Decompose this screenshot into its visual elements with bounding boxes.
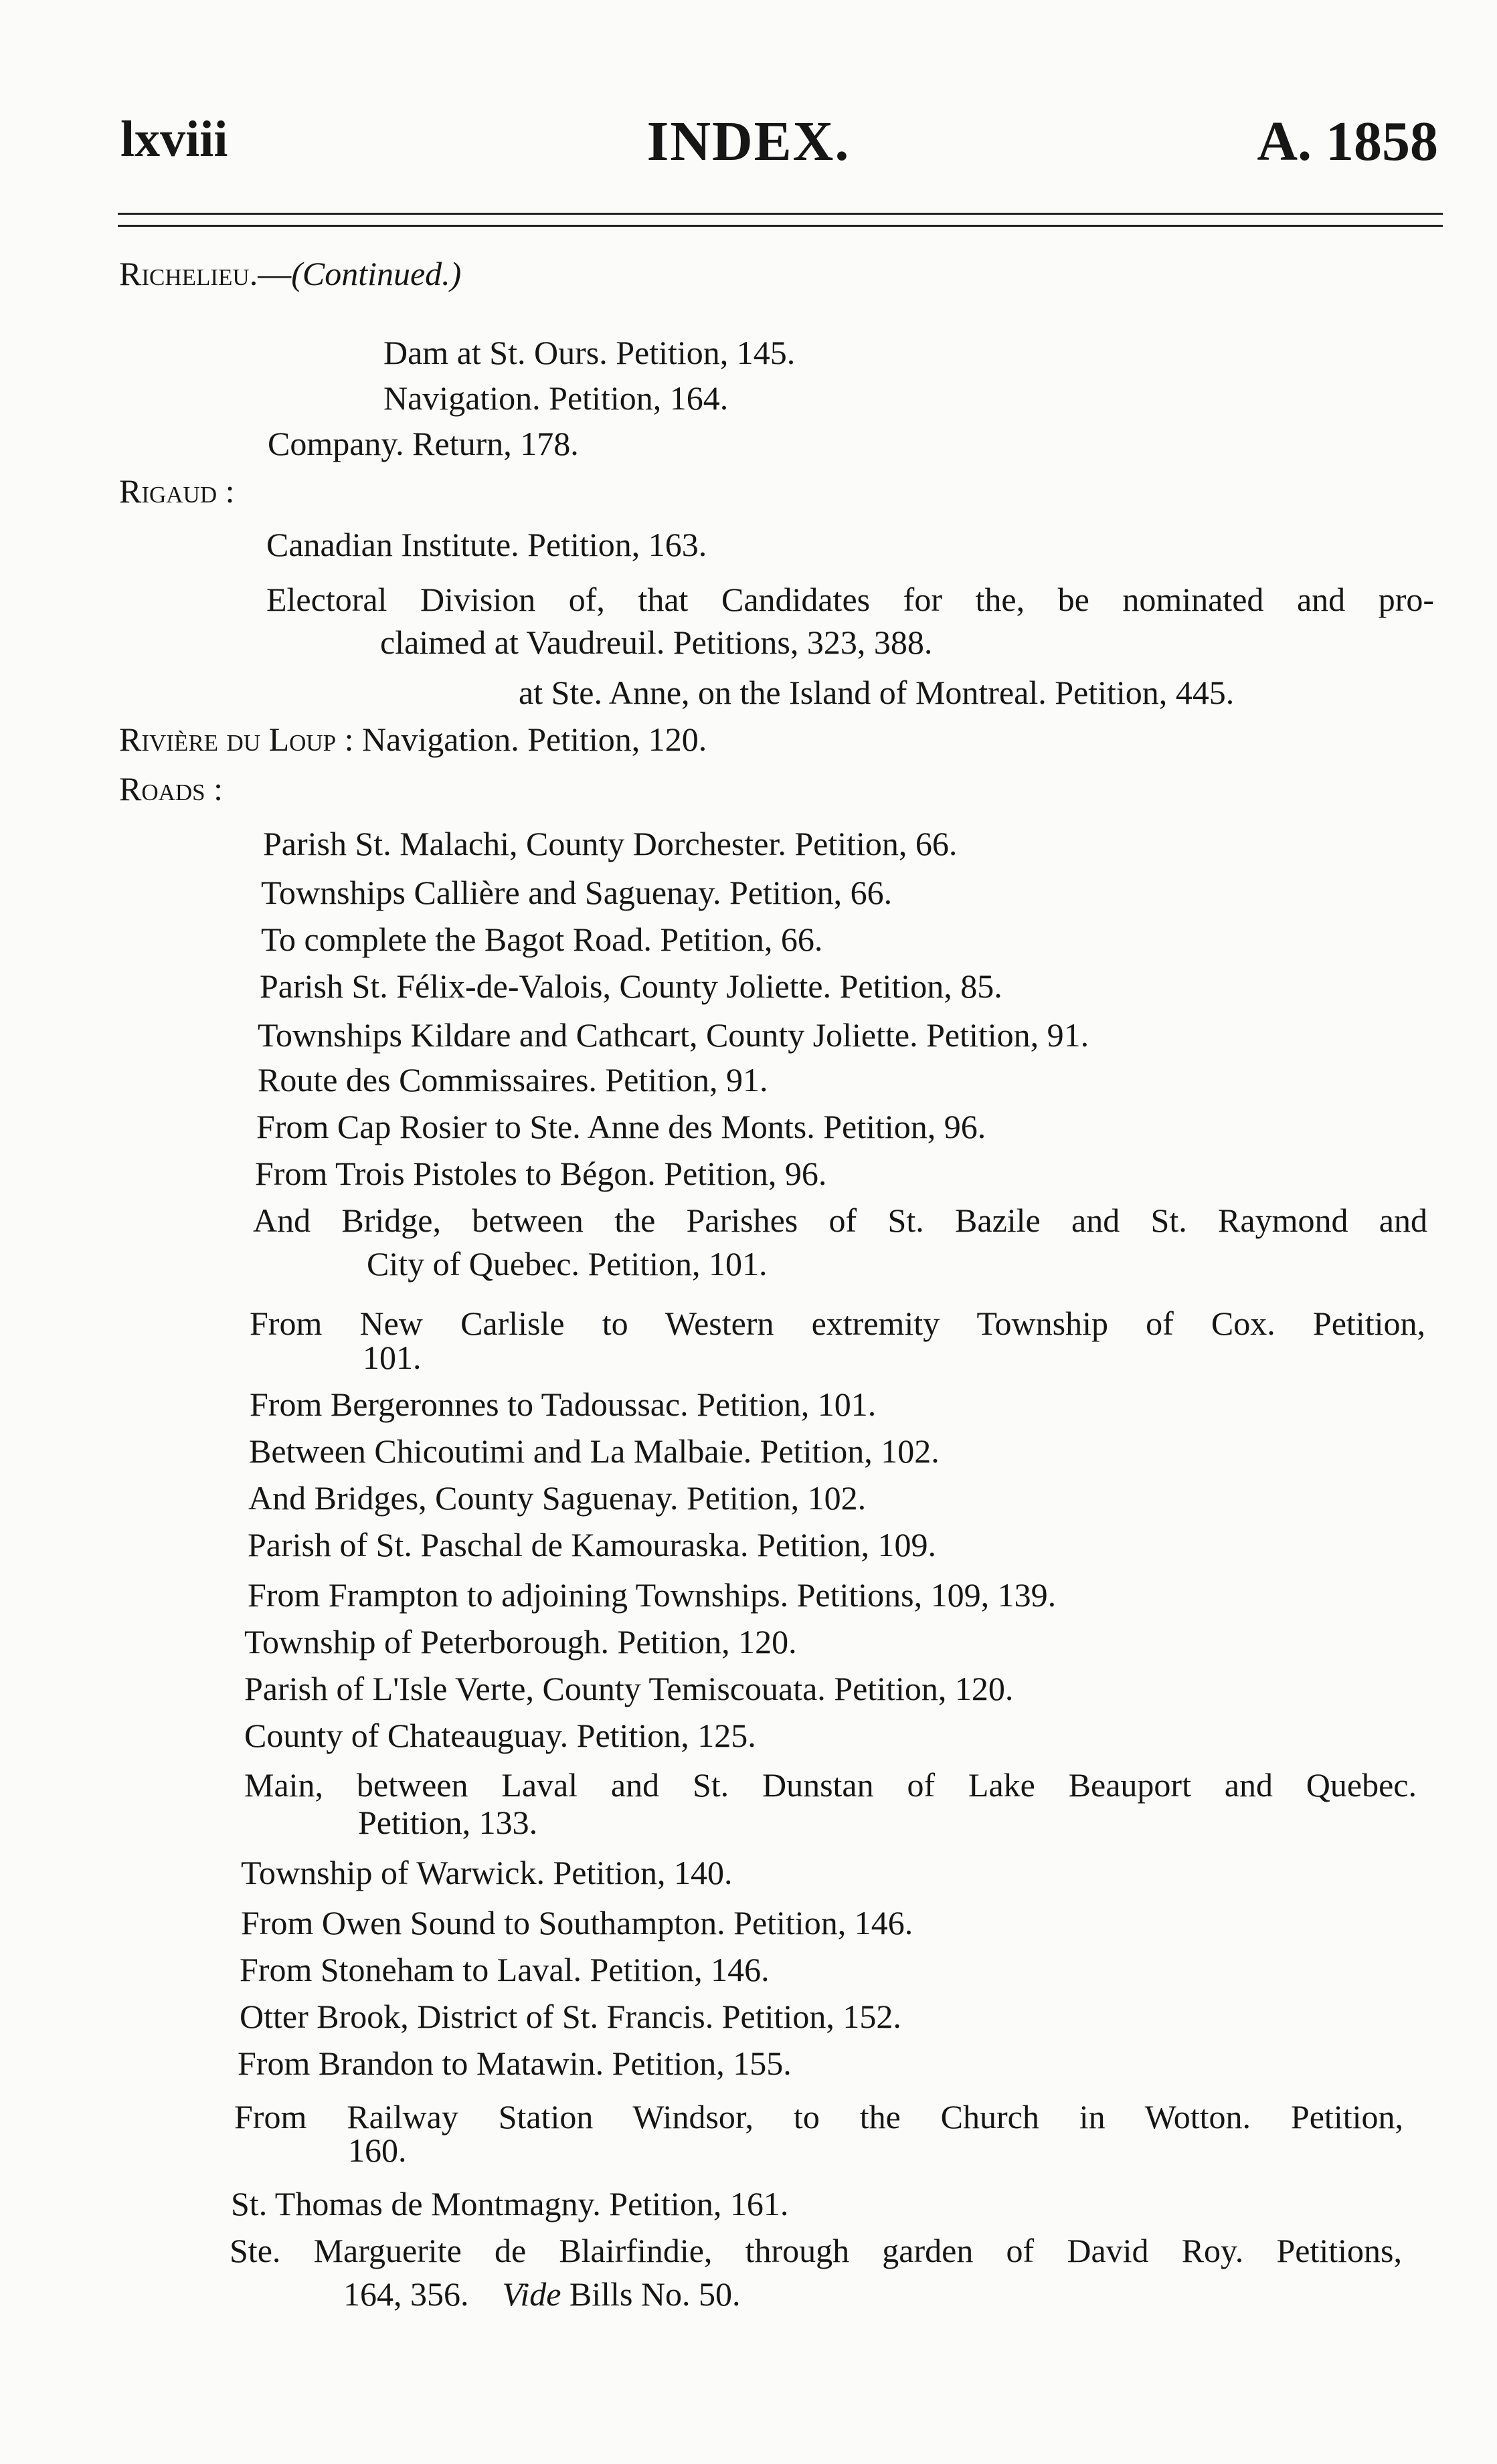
index-entry-continuation: Petition, 133. [358, 1804, 538, 1841]
index-entry: Township of Peterborough. Petition, 120. [244, 1623, 797, 1661]
index-entry: at Ste. Anne, on the Island of Montreal. Petition, 445. [519, 674, 1235, 711]
index-entry: From Railway Station Windsor, to the Church in Wotton. Petition, [234, 2098, 1403, 2136]
index-entry: From Bergeronnes to Tadoussac. Petition, 101. [250, 1386, 877, 1423]
index-entry: County of Chateauguay. Petition, 125. [244, 1717, 756, 1754]
index-entry-continuation: claimed at Vaudreuil. Petitions, 323, 388. [380, 624, 933, 661]
index-entry: Dam at St. Ours. Petition, 145. [383, 334, 796, 371]
index-entry-continuation: City of Quebec. Petition, 101. [367, 1245, 768, 1283]
index-entry: Company. Return, 178. [268, 425, 579, 462]
header-rule-top [118, 213, 1443, 215]
index-entry: Electoral Division of, that Candidates for the, be nominated and pro- [266, 581, 1434, 618]
index-entry: From Frampton to adjoining Townships. Petitions, 109, 139. [248, 1576, 1057, 1614]
index-entry: From Trois Pistoles to Bégon. Petition, 96. [255, 1155, 827, 1192]
index-entry: Townships Callière and Saguenay. Petition, 66. [261, 874, 893, 911]
header-rule-bottom [118, 225, 1443, 227]
index-entry: Townships Kildare and Cathcart, County Joliette. Petition, 91. [258, 1016, 1089, 1054]
index-entry-continuation: 160. [348, 2131, 407, 2169]
index-entry: And Bridge, between the Parishes of St. Bazile and St. Raymond and [253, 1202, 1427, 1239]
index-entry: To complete the Bagot Road. Petition, 66. [261, 921, 823, 958]
section-heading-rigaud: Rigaud : [119, 472, 235, 510]
index-entry: From Owen Sound to Southampton. Petition, 146. [241, 1904, 913, 1941]
index-entry: Between Chicoutimi and La Malbaie. Petition, 102. [249, 1432, 940, 1470]
index-entry: Township of Warwick. Petition, 140. [241, 1854, 733, 1891]
section-heading-roads: Roads : [119, 770, 224, 808]
section-heading-richelieu: Richelieu.—(Continued.) [119, 255, 462, 292]
index-entry: Ste. Marguerite de Blairfindie, through garden of David Roy. Petitions, [230, 2232, 1402, 2269]
index-entry: Parish of L'Isle Verte, County Temiscouata. Petition, 120. [244, 1670, 1014, 1707]
index-entry-continuation: 101. [363, 1339, 422, 1376]
index-entry: Navigation. Petition, 164. [383, 379, 729, 417]
index-entry: From Brandon to Matawin. Petition, 155. [238, 2045, 792, 2082]
index-entry: From New Carlisle to Western extremity Township of Cox. Petition, [250, 1305, 1425, 1342]
index-entry: Parish of St. Paschal de Kamouraska. Petition, 109. [248, 1526, 937, 1563]
index-entry: Main, between Laval and St. Dunstan of Lake Beauport and Quebec. [244, 1766, 1417, 1804]
index-entry: Otter Brook, District of St. Francis. Petition, 152. [240, 1998, 901, 2035]
section-heading-riviere-du-loup: Rivière du Loup : Navigation. Petition, 120. [119, 721, 707, 758]
index-entry: Canadian Institute. Petition, 163. [266, 526, 707, 563]
index-entry: From Stoneham to Laval. Petition, 146. [240, 1951, 770, 1988]
index-entry: Route des Commissaires. Petition, 91. [258, 1061, 768, 1099]
session-year: A. 1858 [1257, 110, 1438, 173]
index-entry: And Bridges, County Saguenay. Petition, 102. [248, 1479, 867, 1517]
index-entry: From Cap Rosier to Ste. Anne des Monts. Petition, 96. [256, 1108, 986, 1145]
page-number: lxviii [120, 111, 228, 167]
index-entry: Parish St. Félix-de-Valois, County Joliette. Petition, 85. [260, 967, 1002, 1005]
index-entry: Parish St. Malachi, County Dorchester. Petition, 66. [263, 825, 958, 862]
page-title: INDEX. [646, 110, 851, 173]
index-entry-continuation: 164, 356. Vide Bills No. 50. [343, 2275, 741, 2313]
index-entry: St. Thomas de Montmagny. Petition, 161. [231, 2185, 789, 2222]
